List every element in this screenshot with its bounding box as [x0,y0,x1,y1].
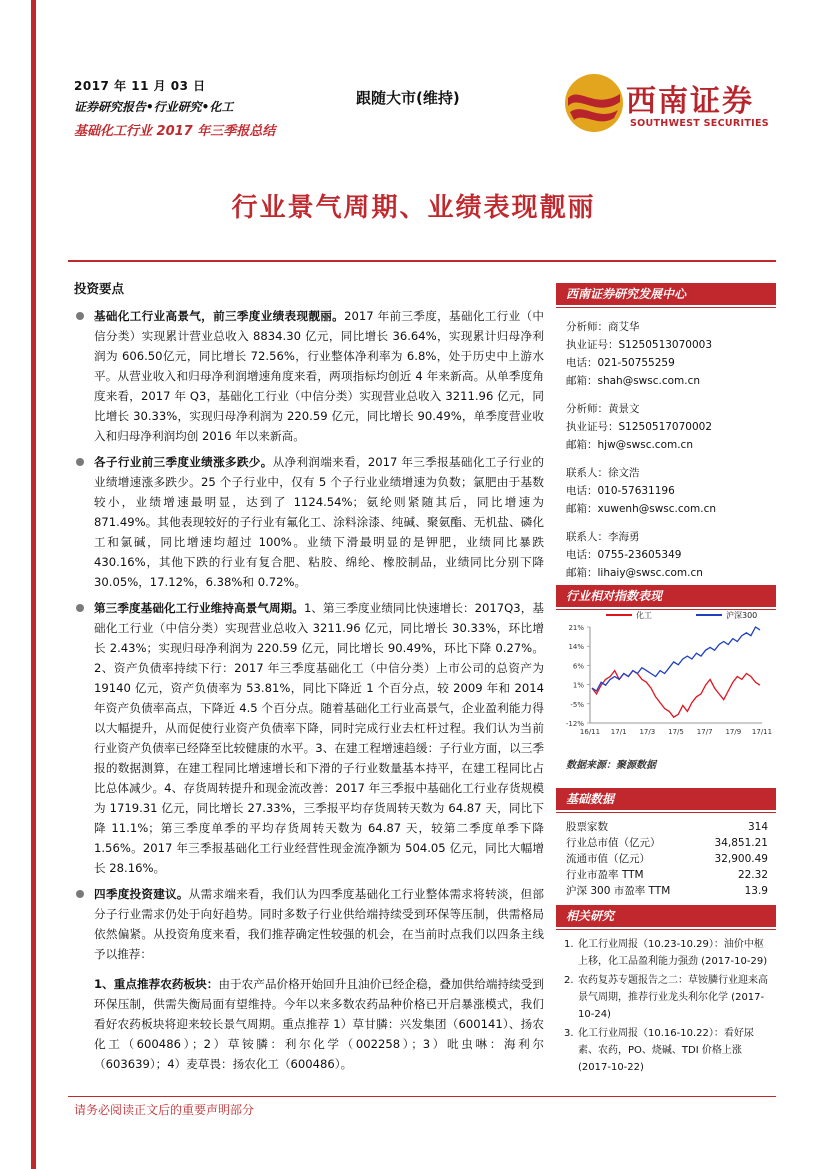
related-item[interactable] [564,972,772,1023]
analyst-email[interactable]: 邮箱：lihaiy@swsc.com.cn [566,567,703,579]
basic-data-value: 13.9 [744,885,768,897]
analyst-line: 联系人：徐文浩 [566,467,640,479]
basic-data-value: 314 [747,821,768,833]
rating: 跟随大市(维持) [356,89,460,107]
bullet-icon [76,890,84,898]
panel-divider [556,812,776,813]
x-tick-label: 17/11 [751,728,773,736]
sub-paragraph-lead: 1、重点推荐农药板块： [94,977,219,991]
basic-data-row [556,883,776,899]
paragraph-text: 从净利润端来看，2017 年三季报基础化工子行业的业绩增速涨多跌少。25 个子行业中，仅有 5 个子行业业绩增速为负数；氯肥由于基数较小，业绩增速最明显，达到了 1124.54%；氨纶则紧随其后，同比增速为 871.49%。其他表现较好的子行业有氟化工、涂料涂漆、纯碱、聚氨酯、无机盐、磷化工和氯碱，同比增速均超过 100%。业绩下滑最明显的是钾肥，业绩同比暴跌 430.16%，其他下跌的行业有复合肥、粘胶、绵纶、橡胶制品，业绩同比分别下降 30.05%，17.12%，6.38%和 0.72%。 [94,455,544,589]
x-tick-label: 17/3 [639,728,656,736]
logo-emblem-icon [564,72,624,134]
basic-data-label: 股票家数 [566,821,608,833]
y-tick-label: 14% [568,643,584,652]
legend-label: 化工 [636,611,652,620]
x-tick-label: 17/9 [725,728,742,736]
brand-name-cn: 西南证券 [626,84,754,119]
related-item[interactable] [564,1025,772,1076]
y-tick-label: 1% [572,681,584,690]
y-tick-label: -12% [565,720,584,728]
related-item-number: 2. [564,975,574,986]
x-tick-label: 17/5 [668,728,684,736]
basic-data-label: 流通市值（亿元） [566,853,650,865]
paragraph [74,598,544,878]
basic-data-title: 基础数据 [556,788,776,810]
paragraph-text: 从需求端来看，我们认为四季度基础化工行业整体需求将转淡，但部分子行业需求仍处于向好趋势。同时多数子行业供给端持续受到环保等压制，供需格局依然偏紧。从投资角度来看，我们推荐确定性较强的机会，在当前时点我们以四条主线予以推荐： [94,887,544,961]
x-tick-label: 17/1 [610,728,627,736]
related-item-number: 1. [564,939,574,950]
analyst-line: 电话：0755-23605349 [566,549,682,561]
relative-index-chart [556,605,776,765]
related-item-text: 化工行业周报（10.23-10.29）：油价中枢上移，化工品盈利能力强劲 (2017-10-29) [578,939,768,967]
x-tick-label: 16/11 [579,728,601,736]
brand-name-en: SOUTHWEST SECURITIES [630,118,769,129]
left-accent-rule [31,0,36,1169]
research-center-panel [556,283,776,582]
paragraph-lead: 四季度投资建议。 [94,887,189,901]
basic-data-value: 34,851.21 [714,837,768,849]
basic-data-table [556,819,776,899]
related-research-list [556,936,776,1076]
chart-source: 数据来源：聚源数据 [566,760,656,771]
analyst-line: 联系人：李海勇 [566,531,640,543]
bullet-icon [76,312,84,320]
analyst-line: 分析师：商艾华 [566,321,640,333]
research-center-title: 西南证券研究发展中心 [556,283,776,305]
paragraph-lead: 各子行业前三季度业绩涨多跌少。 [94,455,273,469]
paragraph-text: 2017 年前三季度，基础化工行业（中信分类）实现累计营业总收入 8834.30 亿元，同比增长 36.64%，实现累计归母净利润为 606.50亿元，同比增长 72.56%，行业整体净利率为 6.8%，处于历史中上游水平。从营业收入和归母净利润增速角度来看，两项指标均创近 4 年来新高。从单季度角度来看，2017 年 Q3，基础化工行业（中信分类）实现营业总收入 3211.96 亿元，同比增长 30.33%，实现归母净利润为 220.59 亿元，同比增长 90.49%，单季度营业收入和归母净利润均创 2016 年以来新高。 [94,309,544,443]
bullet-icon [76,458,84,466]
report-subtitle: 基础化工行业 2017 年三季报总结 [74,124,276,139]
chart-section-title: 行业相对指数表现 [556,585,776,607]
paragraph-lead: 基础化工行业高景气，前三季度业绩表现靓丽。 [94,309,345,323]
report-type: 证券研究报告•行业研究•化工 [74,100,234,114]
paragraph-text: 1、第三季度业绩同比快速增长：2017Q3，基础化工行业（中信分类）实现营业总收入 3211.96 亿元，同比增长 30.33%，环比增长 2.43%；实现归母净利润为 220.59 亿元，同比增长 90.49%，环比下降 0.27%。2、资产负债率持续下行：2017 年三季度基础化工（中信分类）上市公司的总资产为 19140 亿元，资产负债率为 53.81%，同比下降近 1 个百分点，较 2009 年和 2014 年资产负债率高点，下降近 4.5 个百分点。随着基础化工行业高景气，企业盈利能力得以大幅提升，从而促使行业资产负债率下降，同时完成行业去杠杆过程。我们认为当前行业资产负债率已经降至比较健康的水平。3、在建工程增速趋缓：子行业方面，以三季报的数据测算，在建工程同比增速增长和下滑的子行业数量基本持平，在建工程同比占比总体减少。4、存货周转提升和现金流改善：2017 年三季报中基础化工行业存货规模为 1719.31 亿元，同比增长 27.33%，三季报平均存货周转天数为 64.87 天，同比下降 11.1%；第三季度单季的平均存货周转天数为 64.87 天，较第二季度单季下降 1.56%。2017 年三季报基础化工行业经营性现金流净额为 504.05 亿元，同比大幅增长 28.16%。 [94,601,544,875]
title-divider [68,260,776,262]
sub-paragraph [74,974,544,1074]
series-line [592,627,760,691]
related-item-text: 化工行业周报（10.16-10.22）：看好尿素、农药，PO、烧碱、TDI 价格上涨 (2017-10-22) [578,1028,754,1073]
footer-divider [68,1096,776,1097]
analyst-line: 执业证号：S1250517070002 [566,421,713,433]
section-title: 投资要点 [74,281,125,296]
analyst-block [556,318,776,582]
basic-data-row [556,819,776,835]
analyst-line: 电话：021-50755259 [566,357,675,369]
analyst-line: 电话：010-57631196 [566,485,675,497]
basic-data-label: 行业总市值（亿元） [566,837,661,849]
panel-divider [556,929,776,930]
basic-data-value: 22.32 [737,869,768,881]
basic-data-label: 行业市盈率 TTM [566,869,644,881]
paragraph [74,306,544,446]
analyst-email[interactable]: 邮箱：shah@swsc.com.cn [566,375,701,387]
paragraph [74,884,544,964]
basic-data-panel [556,788,776,899]
footer-disclaimer[interactable]: 请务必阅读正文后的重要声明部分 [74,1103,255,1117]
analyst-email[interactable]: 邮箱：xuwenh@swsc.com.cn [566,503,717,515]
related-research-title: 相关研究 [556,905,776,927]
basic-data-row [556,851,776,867]
y-tick-label: -5% [570,700,584,709]
company-logo [564,72,769,134]
panel-divider [556,307,776,308]
related-item-text: 农药复苏专题报告之二：草铵膦行业迎来高景气周期，推荐行业龙头利尔化学 (2017-10-24) [578,975,768,1020]
related-research-panel [556,905,776,1078]
analyst-line: 分析师：黄景文 [566,403,640,415]
related-item[interactable] [564,936,772,970]
basic-data-row [556,867,776,883]
basic-data-row [556,835,776,851]
related-item-number: 3. [564,1028,574,1039]
basic-data-label: 沪深 300 市盈率 TTM [566,885,671,897]
main-body [74,306,544,1074]
bullet-icon [76,604,84,612]
legend-label: 沪深300 [726,611,758,620]
analyst-email[interactable]: 邮箱：hjw@swsc.com.cn [566,439,693,451]
x-tick-label: 17/7 [696,728,713,736]
report-date: 2017 年 11 月 03 日 [74,79,206,93]
paragraph [74,452,544,592]
analyst-line: 执业证号：S1250513070003 [566,339,713,351]
basic-data-value: 32,900.49 [714,853,768,865]
page-title: 行业景气周期、业绩表现靓丽 [231,193,596,223]
y-tick-label: 6% [572,662,584,671]
sub-paragraph-text: 由于农产品价格开始回升且油价已经企稳，叠加供给端持续受到环保压制，供需失衡局面有望维持。今年以来多数农药品种价格已开启暴涨模式，我们看好农药板块将迎来较长景气周期。重点推荐 1）草甘膦：兴发集团（600141）、扬农化工（600486）；2）草铵膦：利尔化学（002258）；3）吡虫啉：海利尔（603639）；4）麦草畏：扬农化工（600486）。 [94,977,544,1071]
paragraph-lead: 第三季度基础化工行业维持高景气周期。 [94,601,304,615]
y-tick-label: 21% [568,624,584,632]
chart-svg [556,605,776,755]
